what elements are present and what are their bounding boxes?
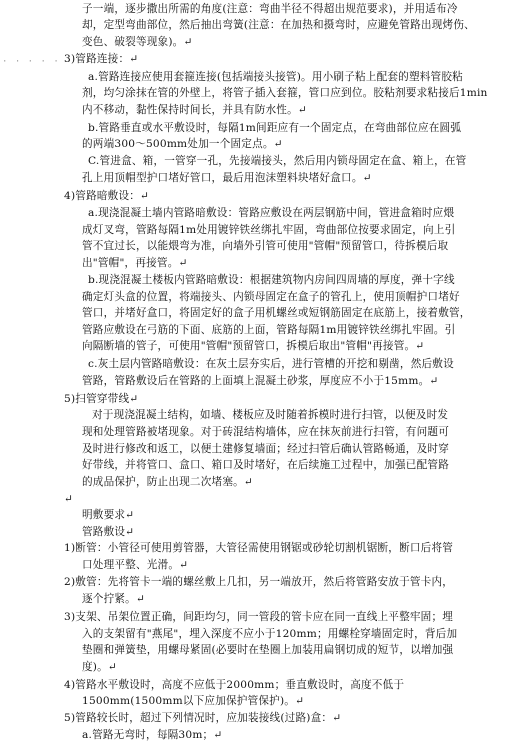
text-line: 的两端300～500mm处加一个固定点。↵ bbox=[82, 138, 283, 150]
text-line: 4)管路暗敷设：↵ bbox=[64, 190, 150, 202]
text-line: 管口，并堵好盒口，将固定好的盒子用机螺丝或短钢筋固定在底筋上，接着敷管， bbox=[82, 307, 471, 319]
margin-dots: · · · · · · · bbox=[2, 57, 86, 67]
text-line: 却，定型弯曲部位，然后抽出弯簧(注意：在加热和摄弯时，应避免管路出现烤伤、 bbox=[82, 19, 475, 31]
text-line: 3)支架、吊架位置正确，间距均匀，同一管段的管卡应在同一直线上平整牢固；埋 bbox=[64, 611, 454, 623]
text-line: 5)管路较长时，超过下列情况时，应加装接线(过路)盒：↵ bbox=[64, 712, 342, 724]
text-line: 向隔断墙的管子，可使用"管帽"预留管口，拆模后取出"管帽"再接管。↵ bbox=[82, 340, 425, 352]
text-line: ↵ bbox=[64, 493, 74, 505]
text-line: 管不宜过长，以能煨弯为准，向墙外引管可使用"管帽"预留管口，待拆模后取 bbox=[82, 240, 449, 252]
text-line: 1)断管：小管径可使用剪管器，大管径需使用钢锯或砂轮切割机锯断，断口后将管 bbox=[64, 542, 454, 554]
text-line: 1500mm(1500mm以下应加保护管保护)。↵ bbox=[82, 695, 305, 707]
text-line: 剂，均匀涂抹在管的外壁上，将管子插入套箍，管口应到位。胶粘剂要求粘接后1min bbox=[82, 87, 488, 99]
text-line: 变色、破裂等现象)。↵ bbox=[82, 36, 193, 48]
text-line: 口处理平整、光滑。↵ bbox=[82, 559, 189, 571]
text-line: 度)。↵ bbox=[82, 661, 117, 673]
text-line: a.现浇混凝土墙内管路暗敷设：管路应敷设在两层钢筋中间，管进盒箱时应煨 bbox=[88, 207, 455, 219]
text-line: 孔上用顶帽型护口堵好管口，最后用泡沫塑料块堵好盒口。↵ bbox=[82, 172, 372, 184]
text-line: 的成品保护，防止出现二次堵塞。↵ bbox=[82, 476, 253, 488]
text-line: 2)敷管：先将管卡一端的螺丝敷上几扣，另一端放开，然后将管路安放于管卡内， bbox=[64, 576, 454, 588]
text-line: 逐个拧紧。↵ bbox=[82, 593, 146, 605]
text-line: 管路敷设↵ bbox=[82, 526, 135, 538]
text-line: 及时进行修改和返工，以便土建修复墙面；经过扫管后确认管路畅通，及时穿 bbox=[82, 443, 449, 455]
text-line: 垫圈和弹簧垫，用螺母紧固(必要时在垫圈上加装用扁钢切成的短节，以增加强 bbox=[82, 644, 454, 656]
text-line: b.管路垂直或水平敷设时，每隔1m间距应有一个固定点，在弯曲部位应在圆弧 bbox=[88, 122, 462, 134]
text-line: 对于现浇混凝土结构，如墙、楼板应及时随着拆模时进行扫管，以便及时发 bbox=[92, 409, 449, 421]
text-line: 4)管路水平敷设时，高度不应低于2000mm；垂直敷设时，高度不低于 bbox=[64, 679, 405, 691]
text-line: 确定灯头盒的位置，将端接头、内锁母固定在盒子的管孔上，使用顶帽护口堵好 bbox=[82, 291, 460, 303]
text-line: 入的支架留有"燕尾"，埋入深度不应小于120mm；用螺栓穿墙固定时，背后加 bbox=[82, 628, 458, 640]
text-line: 管路，管路敷设后在管路的上面填上混凝土砂浆，厚度应不小于15mm。↵ bbox=[82, 375, 439, 387]
text-line: a.管路无弯时，每隔30m；↵ bbox=[82, 729, 223, 741]
text-line: 出"管帽"，再接管。↵ bbox=[82, 257, 188, 269]
text-line: 成灯叉弯，管路每隔1m处用镀锌铁丝绑扎牢固，弯曲部位按要求固定，向上引 bbox=[82, 224, 456, 236]
text-line: C.管进盒、箱，一管穿一孔，先接端接头，然后用内锁母固定在盒、箱上，在管 bbox=[88, 155, 467, 167]
text-line: 管路应敷设在弓筋的下面、底筋的上面，管路每隔1m用镀锌铁丝绑扎牢固。引 bbox=[82, 324, 456, 336]
text-line: 明敷要求↵ bbox=[82, 509, 135, 521]
text-line: 子一端，逐步撒出所需的角度(注意：弯曲半径不得超出规范要求)，并用适布冷 bbox=[82, 3, 458, 15]
text-line: 内不移动，黏性保持时间长，并具有防水性。↵ bbox=[82, 104, 307, 116]
text-line: 3)管路连接：↵ bbox=[64, 53, 139, 65]
text-line: 好带线，并将管口、盒口、箱口及时堵好，在后续施工过程中，加强已配管路 bbox=[82, 459, 449, 471]
text-line: c.灰土层内管路暗敷设：在灰土层夯实后，进行管槽的开挖和剔凿，然后敷设 bbox=[88, 358, 454, 370]
text-line: a.管路连接应使用套箍连接(包括端接头接管)。用小刷子粘上配套的塑料管胶粘 bbox=[88, 71, 463, 83]
text-line: 现和处理管路被堵现象。对于砖混结构墙体，应在抹灰前进行扫管，有问题可 bbox=[82, 426, 449, 438]
text-line: 5)扫管穿带线↵ bbox=[64, 393, 139, 405]
text-line: b.现浇混凝土楼板内管路暗敷设：根据建筑物内房间四周墙的厚度，弹十字线 bbox=[88, 274, 455, 286]
